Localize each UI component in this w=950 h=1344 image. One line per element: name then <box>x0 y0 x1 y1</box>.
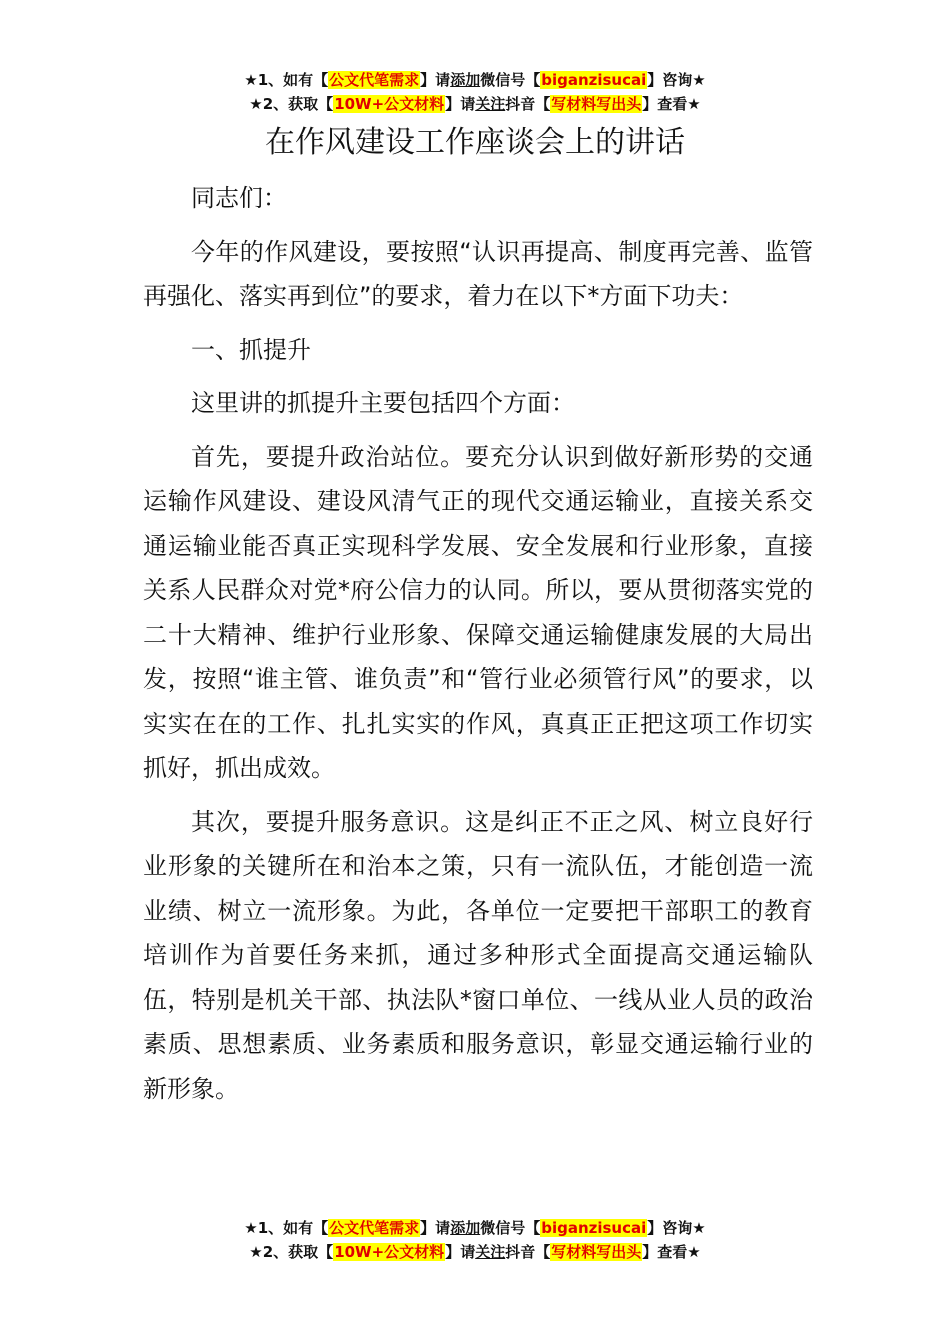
banner-text: ★2、获取【 <box>249 1243 334 1261</box>
paragraph: 这里讲的抓提升主要包括四个方面： <box>191 389 575 417</box>
document-body <box>143 176 813 1120</box>
banner-text: ★2、获取【 <box>249 95 334 113</box>
banner-line-2 <box>0 92 950 116</box>
section-heading: 一、抓提升 <box>191 335 311 364</box>
banner-underlined: 添加 <box>450 71 481 89</box>
banner-line-1 <box>0 68 950 92</box>
banner-line-2 <box>0 1240 950 1264</box>
banner-text: 微信号【 <box>480 1219 541 1237</box>
banner-highlight: 10W+公文材料 <box>334 95 445 113</box>
banner-highlight: 写材料写出头 <box>551 1243 642 1261</box>
banner-line-1 <box>0 1216 950 1240</box>
paragraph: 其次，要提升服务意识。这是纠正不正之风、树立良好行业形象的关键所在和治本之策，只有一流队伍，才能创造一流业绩、树立一流形象。为此，各单位一定要把干部职工的教育培训作为首要任务来抓，通过多种形式全面提高交通运输队伍，特别是机关干部、执法队*窗口单位、一线从业人员的政治素质、思想素质、业务素质和服务意识，彰显交通运输行业的新形象。 <box>143 807 813 1103</box>
banner-text: ★1、如有【 <box>244 71 329 89</box>
paragraph: 今年的作风建设，要按照“认识再提高、制度再完善、监管再强化、落实再到位”的要求，着力在以下*方面下功夫： <box>143 237 813 310</box>
paragraph: 同志们： <box>191 184 287 212</box>
banner-text: 】咨询★ <box>647 71 706 89</box>
banner-text: 抖音【 <box>505 1243 551 1261</box>
banner-text: 抖音【 <box>505 95 551 113</box>
banner-underlined: 关注 <box>475 95 506 113</box>
banner-highlight: biganzisucai <box>541 71 647 89</box>
header-banner <box>0 68 950 116</box>
banner-highlight: 写材料写出头 <box>551 95 642 113</box>
banner-underlined: 关注 <box>475 1243 506 1261</box>
banner-text: 】请 <box>420 71 451 89</box>
banner-highlight: biganzisucai <box>541 1219 647 1237</box>
footer-banner <box>0 1216 950 1264</box>
banner-text: 】查看★ <box>642 1243 701 1261</box>
banner-highlight: 10W+公文材料 <box>334 1243 445 1261</box>
document-title: 在作风建设工作座谈会上的讲话 <box>265 125 685 160</box>
banner-highlight: 公文代笔需求 <box>329 1219 420 1237</box>
banner-highlight: 公文代笔需求 <box>329 71 420 89</box>
banner-text: 】请 <box>420 1219 451 1237</box>
banner-text: 】请 <box>445 95 476 113</box>
banner-text: 】请 <box>445 1243 476 1261</box>
banner-text: ★1、如有【 <box>244 1219 329 1237</box>
banner-underlined: 添加 <box>450 1219 481 1237</box>
banner-text: 微信号【 <box>480 71 541 89</box>
banner-text: 】咨询★ <box>647 1219 706 1237</box>
banner-text: 】查看★ <box>642 95 701 113</box>
paragraph: 首先，要提升政治站位。要充分认识到做好新形势的交通运输作风建设、建设风清气正的现代交通运输业，直接关系交通运输业能否真正实现科学发展、安全发展和行业形象，直接关系人民群众对党*府公信力的认同。所以，要从贯彻落实党的二十大精神、维护行业形象、保障交通运输健康发展的大局出发，按照“谁主管、谁负责”和“管行业必须管行风”的要求，以实实在在的工作、扎扎实实的作风，真真正正把这项工作切实抓好，抓出成效。 <box>143 442 813 782</box>
